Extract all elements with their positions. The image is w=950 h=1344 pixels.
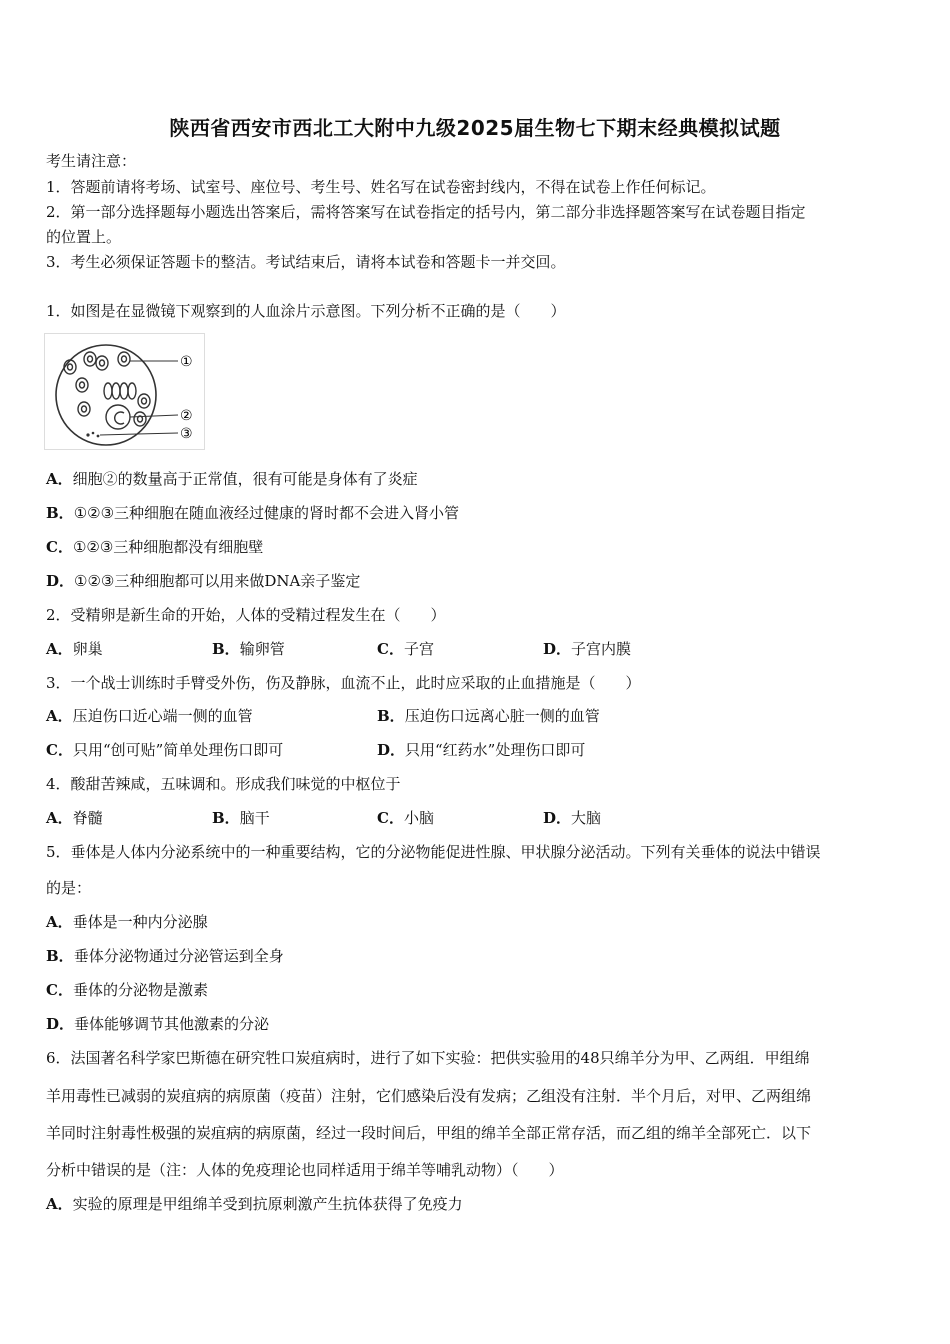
- notice-item-1: 1．答题前请将考场、试室号、座位号、考生号、姓名写在试卷密封线内，不得在试卷上作任何标记。: [46, 178, 716, 196]
- q1-option-d: D．①②③三种细胞都可以用来做DNA亲子鉴定: [46, 572, 361, 590]
- q1-option-b: B．①②③三种细胞在随血液经过健康的肾时都不会进入肾小管: [46, 504, 460, 522]
- notice-item-2: 2．第一部分选择题每小题选出答案后，需将答案写在试卷指定的括号内，第二部分非选择题答案写在试卷题目指定: [46, 203, 806, 221]
- q5-option-d: D．垂体能够调节其他激素的分泌: [46, 1015, 270, 1033]
- q6-stem-line-4: 分析中错误的是（注：人体的免疫理论也同样适用于绵羊等哺乳动物）（ ）: [46, 1161, 564, 1179]
- q5-stem-line-1: 5．垂体是人体内分泌系统中的一种重要结构，它的分泌物能促进性腺、甲状腺分泌活动。下列有关垂体的说法中错误: [46, 843, 821, 861]
- q6-stem-line-2: 羊用毒性已减弱的炭疽病的病原菌（疫苗）注射，它们感染后没有发病；乙组没有注射．半个月后，对甲、乙两组绵: [46, 1087, 812, 1105]
- figure-label-3: ③: [180, 426, 193, 442]
- q2-stem: 2．受精卵是新生命的开始，人体的受精过程发生在（ ）: [46, 606, 446, 624]
- notice-heading: 考生请注意：: [46, 152, 137, 170]
- q6-stem-line-1: 6．法国著名科学家巴斯德在研究牲口炭疽病时，进行了如下实验：把供实验用的48只绵羊分为甲、乙两组．甲组绵: [46, 1049, 810, 1067]
- q2-option-c: C．子宫: [377, 640, 434, 658]
- figure-label-2: ②: [180, 408, 193, 424]
- notice-item-2-cont: 的位置上。: [46, 228, 122, 246]
- q1-option-c: C．①②③三种细胞都没有细胞壁: [46, 538, 264, 556]
- q4-option-a: A．脊髓: [46, 809, 103, 827]
- q2-option-a: A．卵巢: [46, 640, 103, 658]
- q5-option-b: B．垂体分泌物通过分泌管运到全身: [46, 947, 284, 965]
- blood-smear-diagram: [44, 333, 210, 451]
- q2-option-b: B．输卵管: [212, 640, 285, 658]
- figure-label-1: ①: [180, 354, 193, 370]
- q5-stem-line-2: 的是：: [46, 879, 92, 897]
- q6-option-a: A．实验的原理是甲组绵羊受到抗原刺激产生抗体获得了免疫力: [46, 1195, 463, 1213]
- q5-option-a: A．垂体是一种内分泌腺: [46, 913, 208, 931]
- q3-option-d: D．只用“红药水”处理伤口即可: [377, 741, 586, 759]
- q5-option-c: C．垂体的分泌物是激素: [46, 981, 208, 999]
- q6-stem-line-3: 羊同时注射毒性极强的炭疽病的病原菌，经过一段时间后，甲组的绵羊全部正常存活，而乙组的绵羊全部死亡．以下: [46, 1124, 812, 1142]
- blood-smear-figure: [44, 333, 210, 451]
- q1-option-a: A．细胞②的数量高于正常值，很有可能是身体有了炎症: [46, 470, 418, 488]
- q3-option-a: A．压迫伤口近心端一侧的血管: [46, 707, 253, 725]
- q3-stem: 3．一个战士训练时手臂受外伤，伤及静脉，血流不止，此时应采取的止血措施是（ ）: [46, 674, 641, 692]
- q3-option-c: C．只用“创可贴”简单处理伤口即可: [46, 741, 284, 759]
- q4-option-d: D．大脑: [543, 809, 602, 827]
- q3-option-b: B．压迫伤口远离心脏一侧的血管: [377, 707, 600, 725]
- notice-item-3: 3．考生必须保证答题卡的整洁。考试结束后，请将本试卷和答题卡一并交回。: [46, 253, 566, 271]
- q4-option-c: C．小脑: [377, 809, 434, 827]
- q4-option-b: B．脑干: [212, 809, 270, 827]
- q2-option-d: D．子宫内膜: [543, 640, 632, 658]
- q4-stem: 4．酸甜苦辣咸，五味调和。形成我们味觉的中枢位于: [46, 775, 401, 793]
- page-title: 陕西省西安市西北工大附中九级2025届生物七下期末经典模拟试题: [169, 116, 781, 140]
- q1-stem: 1．如图是在显微镜下观察到的人血涂片示意图。下列分析不正确的是（ ）: [46, 302, 566, 320]
